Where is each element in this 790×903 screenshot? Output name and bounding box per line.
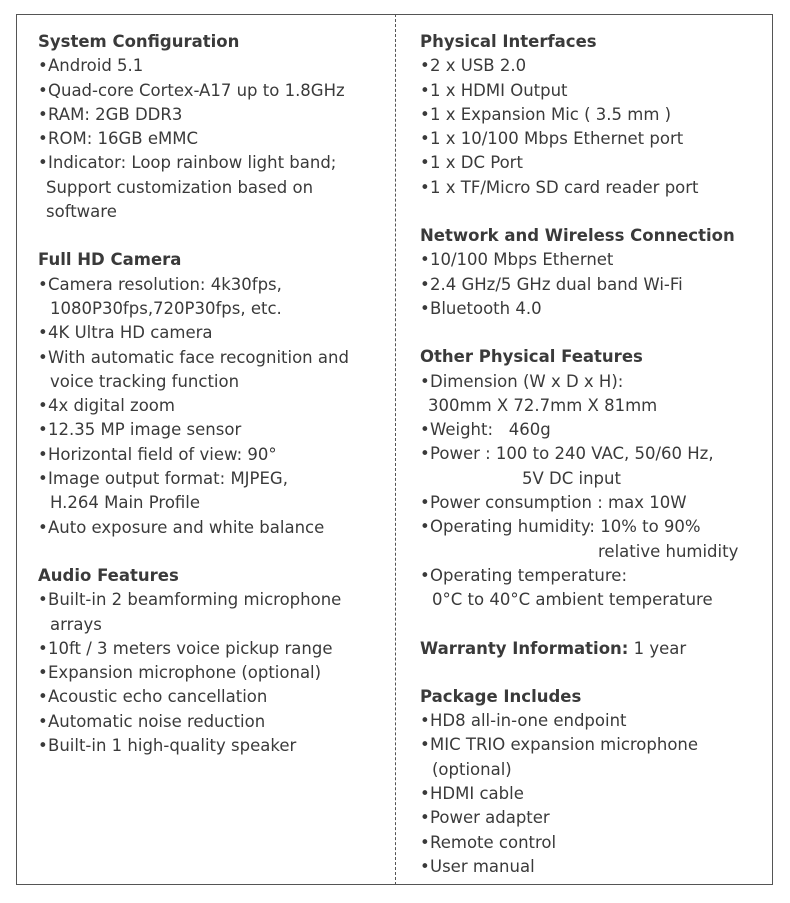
bullet-icon: •	[38, 323, 48, 343]
section-title: Other Physical Features	[420, 347, 643, 367]
bullet-icon: •	[38, 711, 48, 731]
spec-item-continuation	[420, 588, 765, 612]
warranty-value: 1 year	[633, 638, 687, 658]
bullet-icon: •	[38, 444, 48, 464]
left-column	[38, 30, 388, 782]
spec-item	[38, 346, 388, 370]
spec-text: Camera resolution: 4k30fps,	[48, 274, 282, 294]
bullet-icon: •	[38, 663, 48, 683]
spec-item-continuation	[38, 297, 388, 321]
spec-text: Acoustic echo cancellation	[48, 687, 268, 707]
spec-text: 4K Ultra HD camera	[48, 323, 213, 343]
bullet-icon: •	[38, 469, 48, 489]
spec-item	[420, 515, 765, 539]
spec-text: MIC TRIO expansion microphone	[430, 735, 699, 755]
spec-text: Expansion microphone (optional)	[48, 663, 322, 683]
bullet-icon: •	[38, 153, 48, 173]
spec-text: HD8 all-in-one endpoint	[430, 711, 627, 731]
spec-text: Remote control	[430, 832, 557, 852]
spec-item	[38, 588, 388, 612]
section-title: Audio Features	[38, 565, 179, 585]
spec-text: 2.4 GHz/5 GHz dual band Wi-Fi	[430, 274, 683, 294]
bullet-icon: •	[420, 784, 430, 804]
bullet-icon: •	[38, 347, 48, 367]
bullet-icon: •	[38, 517, 48, 537]
spec-text: software	[46, 202, 117, 222]
spec-item	[38, 418, 388, 442]
spec-item-continuation	[420, 467, 765, 491]
spec-text: 10ft / 3 meters voice pickup range	[48, 638, 333, 658]
spec-item	[420, 54, 765, 78]
spec-text: relative humidity	[598, 541, 739, 561]
bullet-icon: •	[420, 250, 430, 270]
spec-item	[420, 127, 765, 151]
spec-item	[420, 782, 765, 806]
spec-item	[38, 103, 388, 127]
spec-text: Bluetooth 4.0	[430, 298, 542, 318]
spec-text: Automatic noise reduction	[48, 711, 266, 731]
bullet-icon: •	[38, 274, 48, 294]
spec-item	[420, 176, 765, 200]
spec-text: Auto exposure and white balance	[48, 517, 325, 537]
bullet-icon: •	[420, 856, 430, 876]
section-other-physical-features	[420, 345, 765, 612]
spec-item	[420, 418, 765, 442]
spec-text: Power : 100 to 240 VAC, 50/60 Hz,	[430, 444, 714, 464]
bullet-icon: •	[38, 590, 48, 610]
section-full-hd-camera	[38, 248, 388, 540]
bullet-icon: •	[420, 832, 430, 852]
spec-text: Power consumption : max 10W	[430, 493, 687, 513]
spec-item	[420, 709, 765, 733]
spec-text: 1 x 10/100 Mbps Ethernet port	[430, 129, 684, 149]
spec-text: 300mm X 72.7mm X 81mm	[428, 395, 658, 415]
spec-item	[38, 273, 388, 297]
bullet-icon: •	[420, 371, 430, 391]
spec-text: 2 x USB 2.0	[430, 56, 527, 76]
section-title: Full HD Camera	[38, 250, 182, 270]
spec-item-continuation	[38, 370, 388, 394]
bullet-icon: •	[38, 638, 48, 658]
spec-item	[420, 564, 765, 588]
column-divider	[395, 14, 396, 885]
spec-text: arrays	[50, 614, 102, 634]
spec-item	[420, 442, 765, 466]
spec-item	[38, 516, 388, 540]
spec-item	[38, 685, 388, 709]
spec-item-continuation	[420, 394, 765, 418]
spec-text: voice tracking function	[50, 371, 240, 391]
spec-text: Dimension (W x D x H):	[430, 371, 624, 391]
warranty-line	[420, 637, 765, 661]
spec-item	[420, 855, 765, 879]
bullet-icon: •	[420, 444, 430, 464]
spec-text: HDMI cable	[430, 784, 524, 804]
spec-text: With automatic face recognition and	[48, 347, 349, 367]
bullet-icon: •	[420, 104, 430, 124]
spec-item	[38, 443, 388, 467]
spec-text: 1 x HDMI Output	[430, 80, 568, 100]
section-title: Package Includes	[420, 686, 582, 706]
spec-item-continuation	[38, 613, 388, 637]
spec-item	[38, 661, 388, 685]
bullet-icon: •	[420, 274, 430, 294]
bullet-icon: •	[420, 565, 430, 585]
spec-item	[420, 806, 765, 830]
bullet-icon: •	[420, 80, 430, 100]
section-audio-features	[38, 564, 388, 758]
spec-item	[420, 297, 765, 321]
spec-text: 4x digital zoom	[48, 396, 175, 416]
spec-item-continuation	[38, 200, 388, 224]
spec-text: 1 x DC Port	[430, 153, 523, 173]
spec-text: Horizontal field of view: 90°	[48, 444, 277, 464]
spec-item	[38, 54, 388, 78]
spec-item	[38, 151, 388, 175]
spec-item	[38, 394, 388, 418]
spec-text: ROM: 16GB eMMC	[48, 129, 198, 149]
spec-text: Built-in 2 beamforming microphone	[48, 590, 342, 610]
bullet-icon: •	[38, 56, 48, 76]
spec-text: 12.35 MP image sensor	[48, 420, 242, 440]
spec-item	[38, 127, 388, 151]
spec-text: Android 5.1	[48, 56, 144, 76]
bullet-icon: •	[420, 517, 430, 537]
spec-item-continuation	[38, 176, 388, 200]
bullet-icon: •	[420, 808, 430, 828]
spec-item	[38, 79, 388, 103]
section-system-configuration	[38, 30, 388, 224]
section-network-and-wireless-connection	[420, 224, 765, 321]
spec-item	[38, 734, 388, 758]
spec-item	[420, 370, 765, 394]
spec-text: Image output format: MJPEG,	[48, 469, 288, 489]
bullet-icon: •	[38, 129, 48, 149]
bullet-icon: •	[420, 420, 430, 440]
bullet-icon: •	[38, 736, 48, 756]
bullet-icon: •	[420, 56, 430, 76]
bullet-icon: •	[38, 687, 48, 707]
bullet-icon: •	[38, 80, 48, 100]
spec-text: 0°C to 40°C ambient temperature	[432, 590, 713, 610]
spec-item-continuation	[420, 758, 765, 782]
spec-text: H.264 Main Profile	[50, 493, 201, 513]
spec-item	[420, 491, 765, 515]
spec-item	[420, 273, 765, 297]
section-package-includes	[420, 685, 765, 879]
spec-text: Weight: 460g	[430, 420, 551, 440]
spec-item	[38, 321, 388, 345]
spec-item-continuation	[38, 491, 388, 515]
spec-item	[420, 733, 765, 757]
spec-item	[420, 248, 765, 272]
spec-text: Operating temperature:	[430, 565, 628, 585]
spec-text: Indicator: Loop rainbow light band;	[48, 153, 337, 173]
warranty-label: Warranty Information:	[420, 638, 629, 658]
bullet-icon: •	[38, 396, 48, 416]
section-title: Physical Interfaces	[420, 32, 597, 51]
spec-text: (optional)	[432, 759, 512, 779]
bullet-icon: •	[420, 493, 430, 513]
spec-text: 1 x Expansion Mic ( 3.5 mm )	[430, 104, 672, 124]
spec-text: Support customization based on	[46, 177, 314, 197]
bullet-icon: •	[420, 177, 430, 197]
bullet-icon: •	[420, 129, 430, 149]
spec-item	[38, 467, 388, 491]
spec-text: Quad-core Cortex-A17 up to 1.8GHz	[48, 80, 345, 100]
bullet-icon: •	[38, 420, 48, 440]
warranty-section	[420, 637, 765, 661]
spec-item	[420, 103, 765, 127]
spec-text: 5V DC input	[522, 468, 621, 488]
spec-text: Operating humidity: 10% to 90%	[430, 517, 701, 537]
bullet-icon: •	[38, 104, 48, 124]
spec-text: 10/100 Mbps Ethernet	[430, 250, 614, 270]
bullet-icon: •	[420, 711, 430, 731]
spec-text: User manual	[430, 856, 535, 876]
spec-item	[420, 151, 765, 175]
spec-text: Built-in 1 high-quality speaker	[48, 736, 297, 756]
spec-item	[420, 831, 765, 855]
spec-item	[38, 637, 388, 661]
spec-text: 1080P30fps,720P30fps, etc.	[50, 298, 282, 318]
spec-item	[420, 79, 765, 103]
section-title: Network and Wireless Connection	[420, 226, 735, 246]
spec-text: RAM: 2GB DDR3	[48, 104, 183, 124]
spec-text: 1 x TF/Micro SD card reader port	[430, 177, 699, 197]
spec-text: Power adapter	[430, 808, 550, 828]
bullet-icon: •	[420, 735, 430, 755]
spec-item	[38, 710, 388, 734]
section-title: System Configuration	[38, 32, 240, 51]
right-column	[420, 30, 765, 903]
bullet-icon: •	[420, 153, 430, 173]
section-physical-interfaces	[420, 30, 765, 200]
spec-item-continuation	[420, 540, 765, 564]
bullet-icon: •	[420, 298, 430, 318]
